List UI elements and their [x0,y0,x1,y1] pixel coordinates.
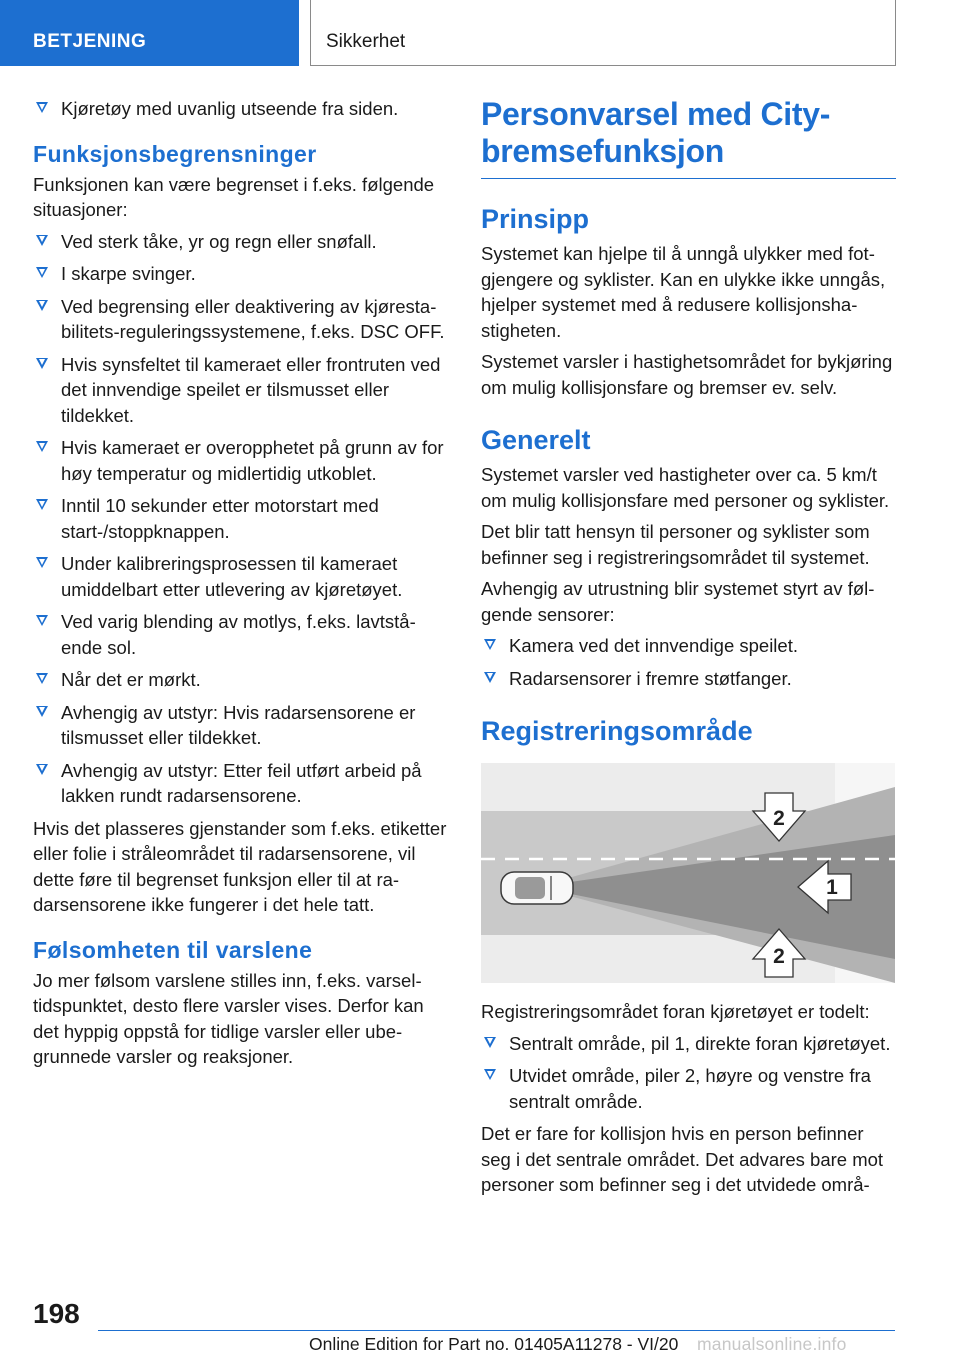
detection-area-diagram [481,763,895,983]
triangle-bullet-icon [484,639,496,650]
arrow-label: 2 [773,807,785,830]
list-item: Utvidet område, piler 2, høyre og venstre fra sentralt område. [481,1063,896,1114]
detection-paragraph: Det er fare for kollisjon hvis en person befinner seg i det sentrale området. Det advares bare mot personer som befinner seg i det utvidede områ- [481,1123,884,1195]
limits-outro: Hvis det plasseres gjenstander som f.eks. etiketter eller folie i stråleområdet til radarsensorene, vil dette føre til begrenset funksjon eller til at radarsensorene ikke fungerer i det hele tatt. [33,817,447,915]
triangle-bullet-icon [36,615,48,626]
triangle-bullet-icon [484,672,496,683]
list-item: Ved varig blending av motlys, f.eks. lavtstående sol. [33,609,448,660]
left-column [33,96,448,1076]
arrow-label: 2 [773,945,785,968]
triangle-bullet-icon [36,235,48,246]
triangle-bullet-icon [36,557,48,568]
triangle-bullet-icon [484,1037,496,1048]
list-item: Sentralt område, pil 1, direkte foran kjøretøyet. [481,1031,896,1057]
list-item: Hvis synsfeltet til kameraet eller frontruten ved det innvendige speilet er tilsmusset eller tildekket. [33,352,448,429]
footer-edition: Online Edition for Part no. 01405A11278 - VI/20 [309,1334,679,1354]
list-item: Avhengig av utstyr: Etter feil utført arbeid på lakken rundt radarsensorene. [33,758,448,809]
triangle-bullet-icon [484,1069,496,1080]
list-item: Ved sterk tåke, yr og regn eller snøfall. [33,229,448,255]
section-tab[interactable] [0,0,299,66]
principle-heading: Prinsipp [481,204,590,234]
limits-bullet-list [33,229,448,809]
list-item: Kjøretøy med uvanlig utseende fra siden. [33,96,448,122]
list-item: Avhengig av utstyr: Hvis radarsensorene er tilsmusset eller tildekket. [33,700,448,751]
general-paragraph: Avhengig av utrustning blir systemet styrt av følgende sensorer: [481,578,875,625]
triangle-bullet-icon [36,499,48,510]
triangle-bullet-icon [36,102,48,113]
list-item: Når det er mørkt. [33,667,448,693]
triangle-bullet-icon [36,267,48,278]
car-icon [501,872,573,904]
general-paragraph: Det blir tatt hensyn til personer og syklister som befinner seg i registreringsområdet til systemet. [481,521,870,568]
triangle-bullet-icon [36,706,48,717]
right-column [481,96,896,1204]
sensitivity-text: Jo mer følsom varslene stilles inn, f.eks. varseltidspunktet, desto flere varsler vises. Derfor kan det hyppig oppstå for tidlige varsler eller ubegrunnede varsler og reaksjoner. [33,969,424,1067]
sensitivity-heading: Følsomheten til varslene [33,936,313,963]
triangle-bullet-icon [36,358,48,369]
list-item: Ved begrensing eller deaktivering av kjørestabilitets-reguleringssystemene, f.eks. DSC OFF. [33,294,448,345]
limits-intro: Funksjonen kan være begrenset i f.eks. følgende situasjoner: [33,173,435,220]
top-bullet-list [33,96,448,122]
sensor-bullet-list [481,633,896,691]
list-item: I skarpe svinger. [33,261,448,287]
detection-bullet-list [481,1031,896,1115]
footer-divider [98,1330,895,1331]
list-item: Under kalibreringsprosessen til kameraet umiddelbart etter utlevering av kjøretøyet. [33,551,448,602]
section-title: BETJENING [33,31,147,52]
triangle-bullet-icon [36,300,48,311]
arrow-label: 1 [826,876,838,899]
limits-heading: Funksjonsbegrensninger [33,140,317,167]
triangle-bullet-icon [36,441,48,452]
chapter-title: Sikkerhet [326,31,406,52]
general-heading: Generelt [481,425,591,455]
triangle-bullet-icon [36,764,48,775]
detection-heading: Registreringsområde [481,716,753,746]
principle-paragraph: Systemet kan hjelpe til å unngå ulykker med fotgjengere og syklister. Kan en ulykke ikke unngås, hjelper systemet med å redusere kollisjonshastigheten. [481,243,886,341]
page-title: Personvarsel med City-bremsefunksjon [481,96,896,179]
triangle-bullet-icon [36,673,48,684]
page-number: 198 [33,1298,80,1329]
watermark: manualsonline.info [697,1334,847,1354]
chapter-tab[interactable] [310,0,896,66]
list-item: Radarsensorer i fremre støtfanger. [481,666,896,692]
list-item: Inntil 10 sekunder etter motorstart med start-/stoppknappen. [33,493,448,544]
general-paragraph: Systemet varsler ved hastigheter over ca. 5 km/t om mulig kollisjonsfare med personer og syklister. [481,464,890,511]
principle-paragraph: Systemet varsler i hastighetsområdet for bykjøring om mulig kollisjonsfare og bremser ev. selv. [481,351,893,398]
list-item: Hvis kameraet er overopphetet på grunn av for høy temperatur og midlertidig utkoblet. [33,435,448,486]
detection-paragraph: Registreringsområdet foran kjøretøyet er todelt: [481,1001,870,1022]
list-item: Kamera ved det innvendige speilet. [481,633,896,659]
